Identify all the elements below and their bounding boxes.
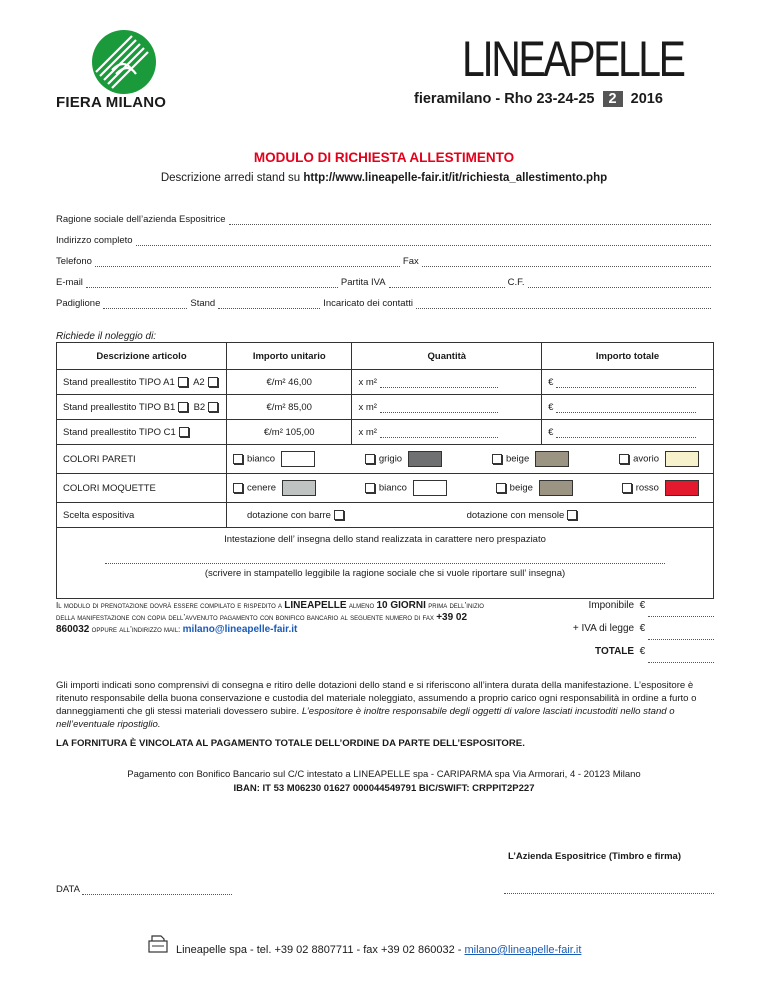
qty-input[interactable] [380, 378, 498, 388]
desc-text: Stand preallestito TIPO A1 [63, 376, 175, 388]
option-label: cenere [246, 482, 277, 494]
pareti-option[interactable] [619, 451, 699, 467]
qty-input[interactable] [380, 403, 498, 413]
notice-bold: +39 02 860032 [56, 612, 468, 635]
cf-input[interactable] [528, 278, 711, 288]
scelta-label: Scelta espositiva [57, 503, 227, 528]
stand-label: Stand [190, 298, 216, 309]
email-label: E-mail [56, 277, 83, 288]
iva-input[interactable] [389, 278, 505, 288]
moquette-options [226, 474, 713, 503]
barre-label: dotazione con barre [246, 509, 331, 521]
checkbox-b1[interactable] [178, 402, 188, 412]
checkbox[interactable] [619, 454, 629, 464]
swatch-grigio [408, 451, 442, 467]
fax-icon [148, 935, 168, 953]
footer-mail-link[interactable]: milano@lineapelle-fair.it [464, 944, 582, 956]
checkbox-a2[interactable] [208, 377, 218, 387]
qty-prefix: x m² [358, 426, 377, 438]
form-title: MODULO DI RICHIESTA ALLESTIMENTO [253, 150, 515, 165]
row-desc [57, 370, 227, 395]
table-row-insegna [57, 528, 714, 599]
qty-input[interactable] [380, 428, 498, 438]
totals-block [520, 594, 714, 663]
fiera-milano-logo-icon [92, 30, 156, 94]
vincolo-text: LA FORNITURA È VINCOLATA AL PAGAMENTO TOTALE DELL’ORDINE DA PARTE DELL’ESPOSITORE. [56, 738, 525, 749]
col-header: Importo unitario [226, 343, 352, 370]
signature-label: L’Azienda Espositrice (Timbro e firma) [508, 851, 681, 862]
date-field [56, 884, 232, 895]
row-desc [57, 395, 227, 420]
field-telefono-fax [56, 256, 714, 267]
iva-input[interactable] [648, 630, 714, 640]
totale-label: TOTALE [595, 646, 635, 657]
row-total [542, 370, 714, 395]
event-number-badge: 2 [603, 91, 623, 107]
notice-mail-link[interactable]: milano@lineapelle-fair.it [182, 624, 298, 635]
order-table [56, 342, 714, 599]
iva-row [520, 617, 714, 640]
legal-italic: L’espositore è inoltre responsabile degli oggetti di valore lasciati incustoditi nello stand o nell’eventuale ripostiglio. [56, 706, 675, 730]
notice-part: prima dell’inizio della manifestazione con copia dell’avvenuto pagamento con bonifico bancario al seguente numero di fax [56, 601, 484, 622]
option-label: beige [505, 453, 530, 465]
table-header-row [57, 343, 714, 370]
form-subtitle [0, 172, 768, 184]
insegna-title: Intestazione dell’ insegna dello stand realizzata in carattere nero prespaziato [224, 534, 546, 545]
table-row-pareti [57, 445, 714, 474]
telefono-input[interactable] [95, 257, 400, 267]
col-header: Descrizione articolo [57, 343, 227, 370]
moquette-option[interactable] [622, 480, 699, 496]
date-input[interactable] [82, 885, 232, 895]
checkbox[interactable] [496, 483, 506, 493]
padiglione-label: Padiglione [56, 298, 101, 309]
table-row-scelta [57, 503, 714, 528]
table-row [57, 420, 714, 445]
lineapelle-wordmark: LINEAPELLE [462, 31, 684, 87]
checkbox[interactable] [365, 483, 375, 493]
incaricato-input[interactable] [416, 299, 711, 309]
padiglione-input[interactable] [103, 299, 187, 309]
swatch-cenere [282, 480, 316, 496]
table-row-moquette [57, 474, 714, 503]
telefono-label: Telefono [56, 256, 92, 267]
checkbox[interactable] [233, 483, 243, 493]
option-label: beige [509, 482, 533, 494]
payment-info [0, 768, 768, 796]
ragione-label: Ragione sociale dell’azienda Espositrice [56, 214, 226, 225]
desc-text: Stand preallestito TIPO C1 [63, 426, 176, 438]
mensole-label: dotazione con mensole [466, 509, 565, 521]
checkbox[interactable] [492, 454, 502, 464]
payment-line: Pagamento con Bonifico Bancario sul C/C intestato a LINEAPELLE spa - CARIPARMA spa Via Armorari, 4 - 20123 Milano [127, 769, 641, 780]
checkbox-barre[interactable] [334, 510, 344, 520]
fiera-milano-wordmark: FIERA MILANO [56, 94, 167, 111]
date-label: DATA [56, 884, 80, 895]
euro-sign: € [548, 401, 554, 413]
table-row [57, 370, 714, 395]
field-indirizzo [56, 235, 714, 246]
checkbox-b2[interactable] [208, 402, 218, 412]
totale-row [520, 640, 714, 663]
euro-sign: € [548, 376, 554, 388]
iban-line: IBAN: IT 53 M06230 01627 000044549791 BIC/SWIFT: CRPPIT2P227 [233, 783, 535, 794]
row-qty [352, 370, 542, 395]
field-email-iva-cf [56, 277, 714, 288]
request-label: Richiede il noleggio di: [56, 331, 157, 342]
opt-text: A2 [193, 376, 205, 388]
subtitle-text: Descrizione arredi stand su [160, 172, 301, 184]
imponibile-input[interactable] [648, 607, 714, 617]
scelta-options [226, 503, 713, 528]
qty-prefix: x m² [358, 401, 377, 413]
euro-sign: € [639, 646, 646, 657]
moquette-label: COLORI MOQUETTE [57, 474, 227, 503]
cf-label: C.F. [507, 277, 525, 288]
legal-text: Gli importi indicati sono comprensivi di consegna e ritiro delle dotazioni dello stand e si riferiscono all’intera durata della manifestazione. L’espositore è ritenuto responsabile della buona conservazione e custodia del materiale noleggiato, assumendo a proprio carico ogni responsabilità in ordine a furto o danneggiamenti che gli stessi materiali dovessero subire. [56, 680, 697, 717]
moquette-option[interactable] [496, 480, 573, 496]
totale-input[interactable] [648, 653, 714, 663]
row-price: €/m² 105,00 [226, 420, 352, 445]
pareti-options [226, 445, 713, 474]
checkbox[interactable] [365, 454, 375, 464]
footer-text: Lineapelle spa - tel. +39 02 8807711 - fax +39 02 860032 - [176, 944, 462, 956]
notice-part: oppure all’indirizzo mail: [91, 625, 181, 634]
checkbox[interactable] [233, 454, 243, 464]
row-qty [352, 395, 542, 420]
swatch-beige [535, 451, 569, 467]
imponibile-label: Imponibile [588, 600, 635, 611]
opt-text: B2 [193, 401, 206, 413]
insegna-note: (scrivere in stampatello leggibile la ragione sociale che si vuole riportare sull’ insegna) [204, 568, 566, 579]
stand-input[interactable] [218, 299, 320, 309]
notice-text [56, 600, 496, 636]
row-price: €/m² 85,00 [226, 395, 352, 420]
pareti-option[interactable] [233, 451, 315, 467]
col-header: Importo totale [542, 343, 714, 370]
pareti-label: COLORI PARETI [57, 445, 227, 474]
incaricato-label: Incaricato dei contatti [323, 298, 413, 309]
notice-bold: 10 GIORNI [376, 600, 426, 611]
euro-sign: € [548, 426, 554, 438]
footer [176, 944, 581, 956]
event-location-dates: fieramilano - Rho 23-24-25 [414, 91, 595, 107]
notice-part: almeno [348, 601, 375, 610]
notice-part: Il modulo di prenotazione dovrà essere compilato e rispedito a [56, 601, 283, 610]
event-year: 2016 [630, 91, 663, 107]
field-padiglione-stand [56, 298, 714, 309]
iva-label: + IVA di legge [572, 623, 635, 634]
email-input[interactable] [86, 278, 338, 288]
checkbox[interactable] [622, 483, 632, 493]
total-input[interactable] [556, 428, 696, 438]
qty-prefix: x m² [358, 376, 377, 388]
insegna-cell [57, 528, 714, 599]
legal-paragraph [56, 679, 716, 731]
option-label: bianco [378, 482, 407, 494]
pareti-option[interactable] [365, 451, 442, 467]
euro-sign: € [639, 623, 646, 634]
option-label: rosso [635, 482, 659, 494]
checkbox-a1[interactable] [178, 377, 188, 387]
swatch-rosso [665, 480, 699, 496]
pareti-option[interactable] [492, 451, 569, 467]
desc-text: Stand preallestito TIPO B1 [63, 401, 176, 413]
swatch-avorio [665, 451, 699, 467]
swatch-bianco [413, 480, 447, 496]
fax-label: Fax [402, 256, 419, 267]
total-input[interactable] [556, 378, 696, 388]
row-price: €/m² 46,00 [226, 370, 352, 395]
swatch-beige [539, 480, 573, 496]
moquette-option[interactable] [365, 480, 447, 496]
row-qty [352, 420, 542, 445]
subtitle-url[interactable]: http://www.lineapelle-fair.it/it/richiesta_allestimento.php [303, 172, 608, 184]
row-desc [57, 420, 227, 445]
euro-sign: € [639, 600, 646, 611]
insegna-input[interactable] [105, 557, 665, 564]
imponibile-row [520, 594, 714, 617]
table-row [57, 395, 714, 420]
row-total [542, 395, 714, 420]
row-total [542, 420, 714, 445]
iva-label: Partita IVA [340, 277, 386, 288]
field-ragione-sociale [56, 214, 714, 225]
notice-bold: LINEAPELLE [284, 600, 347, 611]
checkbox-c1[interactable] [179, 427, 189, 437]
total-input[interactable] [556, 403, 696, 413]
fax-input[interactable] [422, 257, 711, 267]
option-label: avorio [633, 453, 659, 465]
moquette-option[interactable] [233, 480, 316, 496]
ragione-input[interactable] [229, 215, 711, 225]
col-header: Quantità [352, 343, 542, 370]
checkbox-mensole[interactable] [567, 510, 577, 520]
indirizzo-label: Indirizzo completo [56, 235, 133, 246]
signature-input[interactable] [504, 884, 714, 894]
event-dates [414, 91, 663, 107]
indirizzo-input[interactable] [136, 236, 711, 246]
swatch-bianco [281, 451, 315, 467]
option-label: grigio [378, 453, 403, 465]
option-label: bianco [246, 453, 275, 465]
